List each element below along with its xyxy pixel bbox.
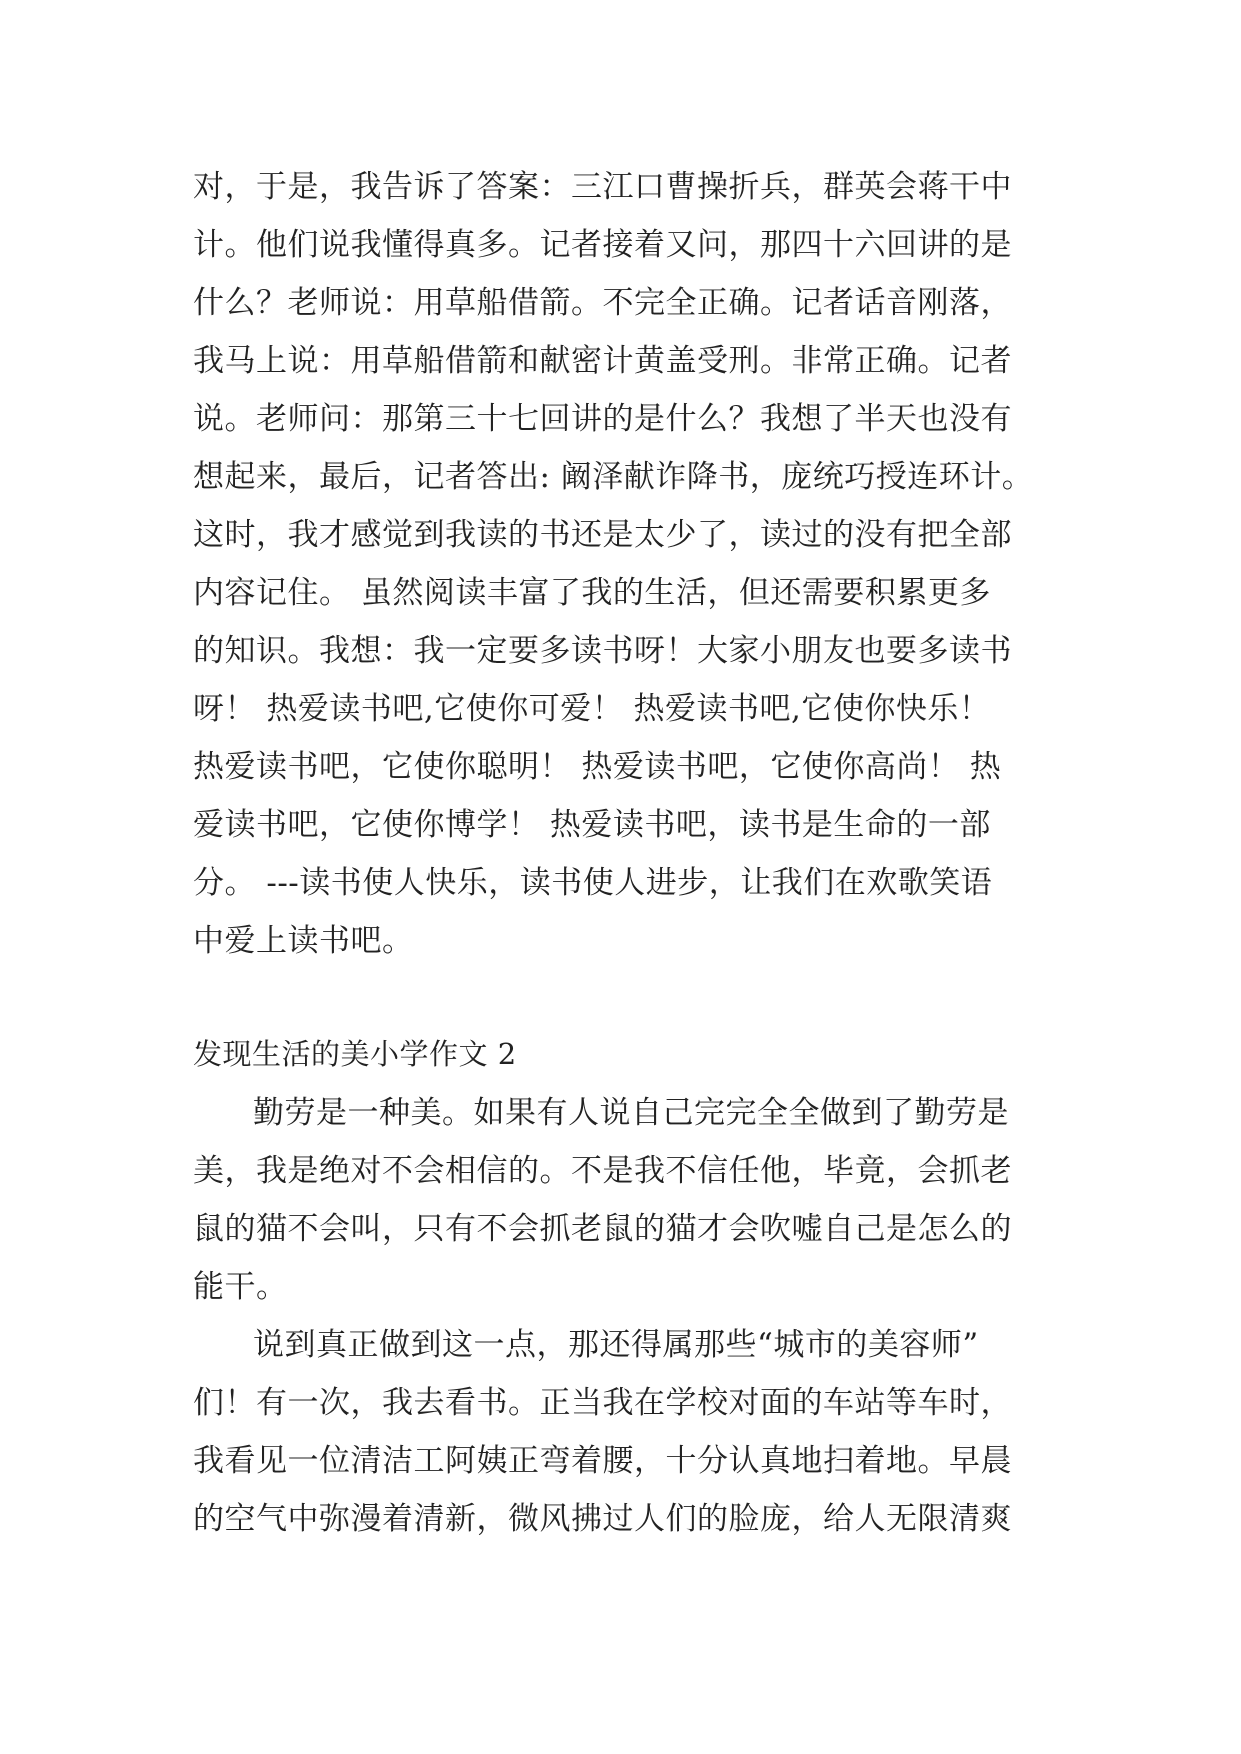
text-line: 说到真正做到这一点，那还得属那些“城市的美容师”	[253, 1327, 979, 1363]
text-line: 中爱上读书吧。	[193, 923, 414, 959]
text-line: 什么？老师说：用草船借箭。不完全正确。记者话音刚落，	[193, 285, 1012, 321]
text-line: 想起来，最后，记者答出: 阚泽献诈降书，庞统巧授连环计。	[193, 459, 1034, 495]
text-line: 这时，我才感觉到我读的书还是太少了，读过的没有把全部	[193, 517, 1012, 553]
text-line: 爱读书吧，它使你博学！ 热爱读书吧，读书是生命的一部	[193, 807, 991, 843]
text-line: 呀！ 热爱读书吧,它使你可爱！ 热爱读书吧,它使你快乐！	[193, 691, 991, 727]
text-line: 美，我是绝对不会相信的。不是我不信任他，毕竟，会抓老	[193, 1153, 1012, 1189]
essay-1-body	[193, 158, 1053, 970]
text-line: 计。他们说我懂得真多。记者接着又问，那四十六回讲的是	[193, 227, 1012, 263]
text-line: 分。 ---读书使人快乐，读书使人进步，让我们在欢歌笑语	[193, 865, 993, 901]
text-line: 热爱读书吧，它使你聪明！ 热爱读书吧，它使你高尚！ 热	[193, 749, 1002, 785]
text-line: 的空气中弥漫着清新，微风拂过人们的脸庞，给人无限清爽	[193, 1501, 1012, 1537]
text-line: 我看见一位清洁工阿姨正弯着腰，十分认真地扫着地。早晨	[193, 1443, 1012, 1479]
text-line: 我马上说：用草船借箭和献密计黄盖受刑。非常正确。记者	[193, 343, 1012, 379]
text-line: 鼠的猫不会叫，只有不会抓老鼠的猫才会吹嘘自己是怎么的	[193, 1211, 1012, 1247]
text-line: 对，于是，我告诉了答案：三江口曹操折兵，群英会蒋干中	[193, 169, 1012, 205]
text-line: 们！有一次，我去看书。正当我在学校对面的车站等车时，	[193, 1385, 1012, 1421]
text-line: 勤劳是一种美。如果有人说自己完完全全做到了勤劳是	[253, 1095, 1009, 1131]
text-line: 的知识。我想：我一定要多读书呀！大家小朋友也要多读书	[193, 633, 1012, 669]
essay-2-title: 发现生活的美小学作文 2	[193, 1037, 517, 1071]
text-line: 内容记住。 虽然阅读丰富了我的生活，但还需要积累更多	[193, 575, 991, 611]
text-line: 能干。	[193, 1269, 288, 1305]
essay-2-body	[193, 1084, 1053, 1548]
text-line: 说。老师问：那第三十七回讲的是什么？我想了半天也没有	[193, 401, 1012, 437]
